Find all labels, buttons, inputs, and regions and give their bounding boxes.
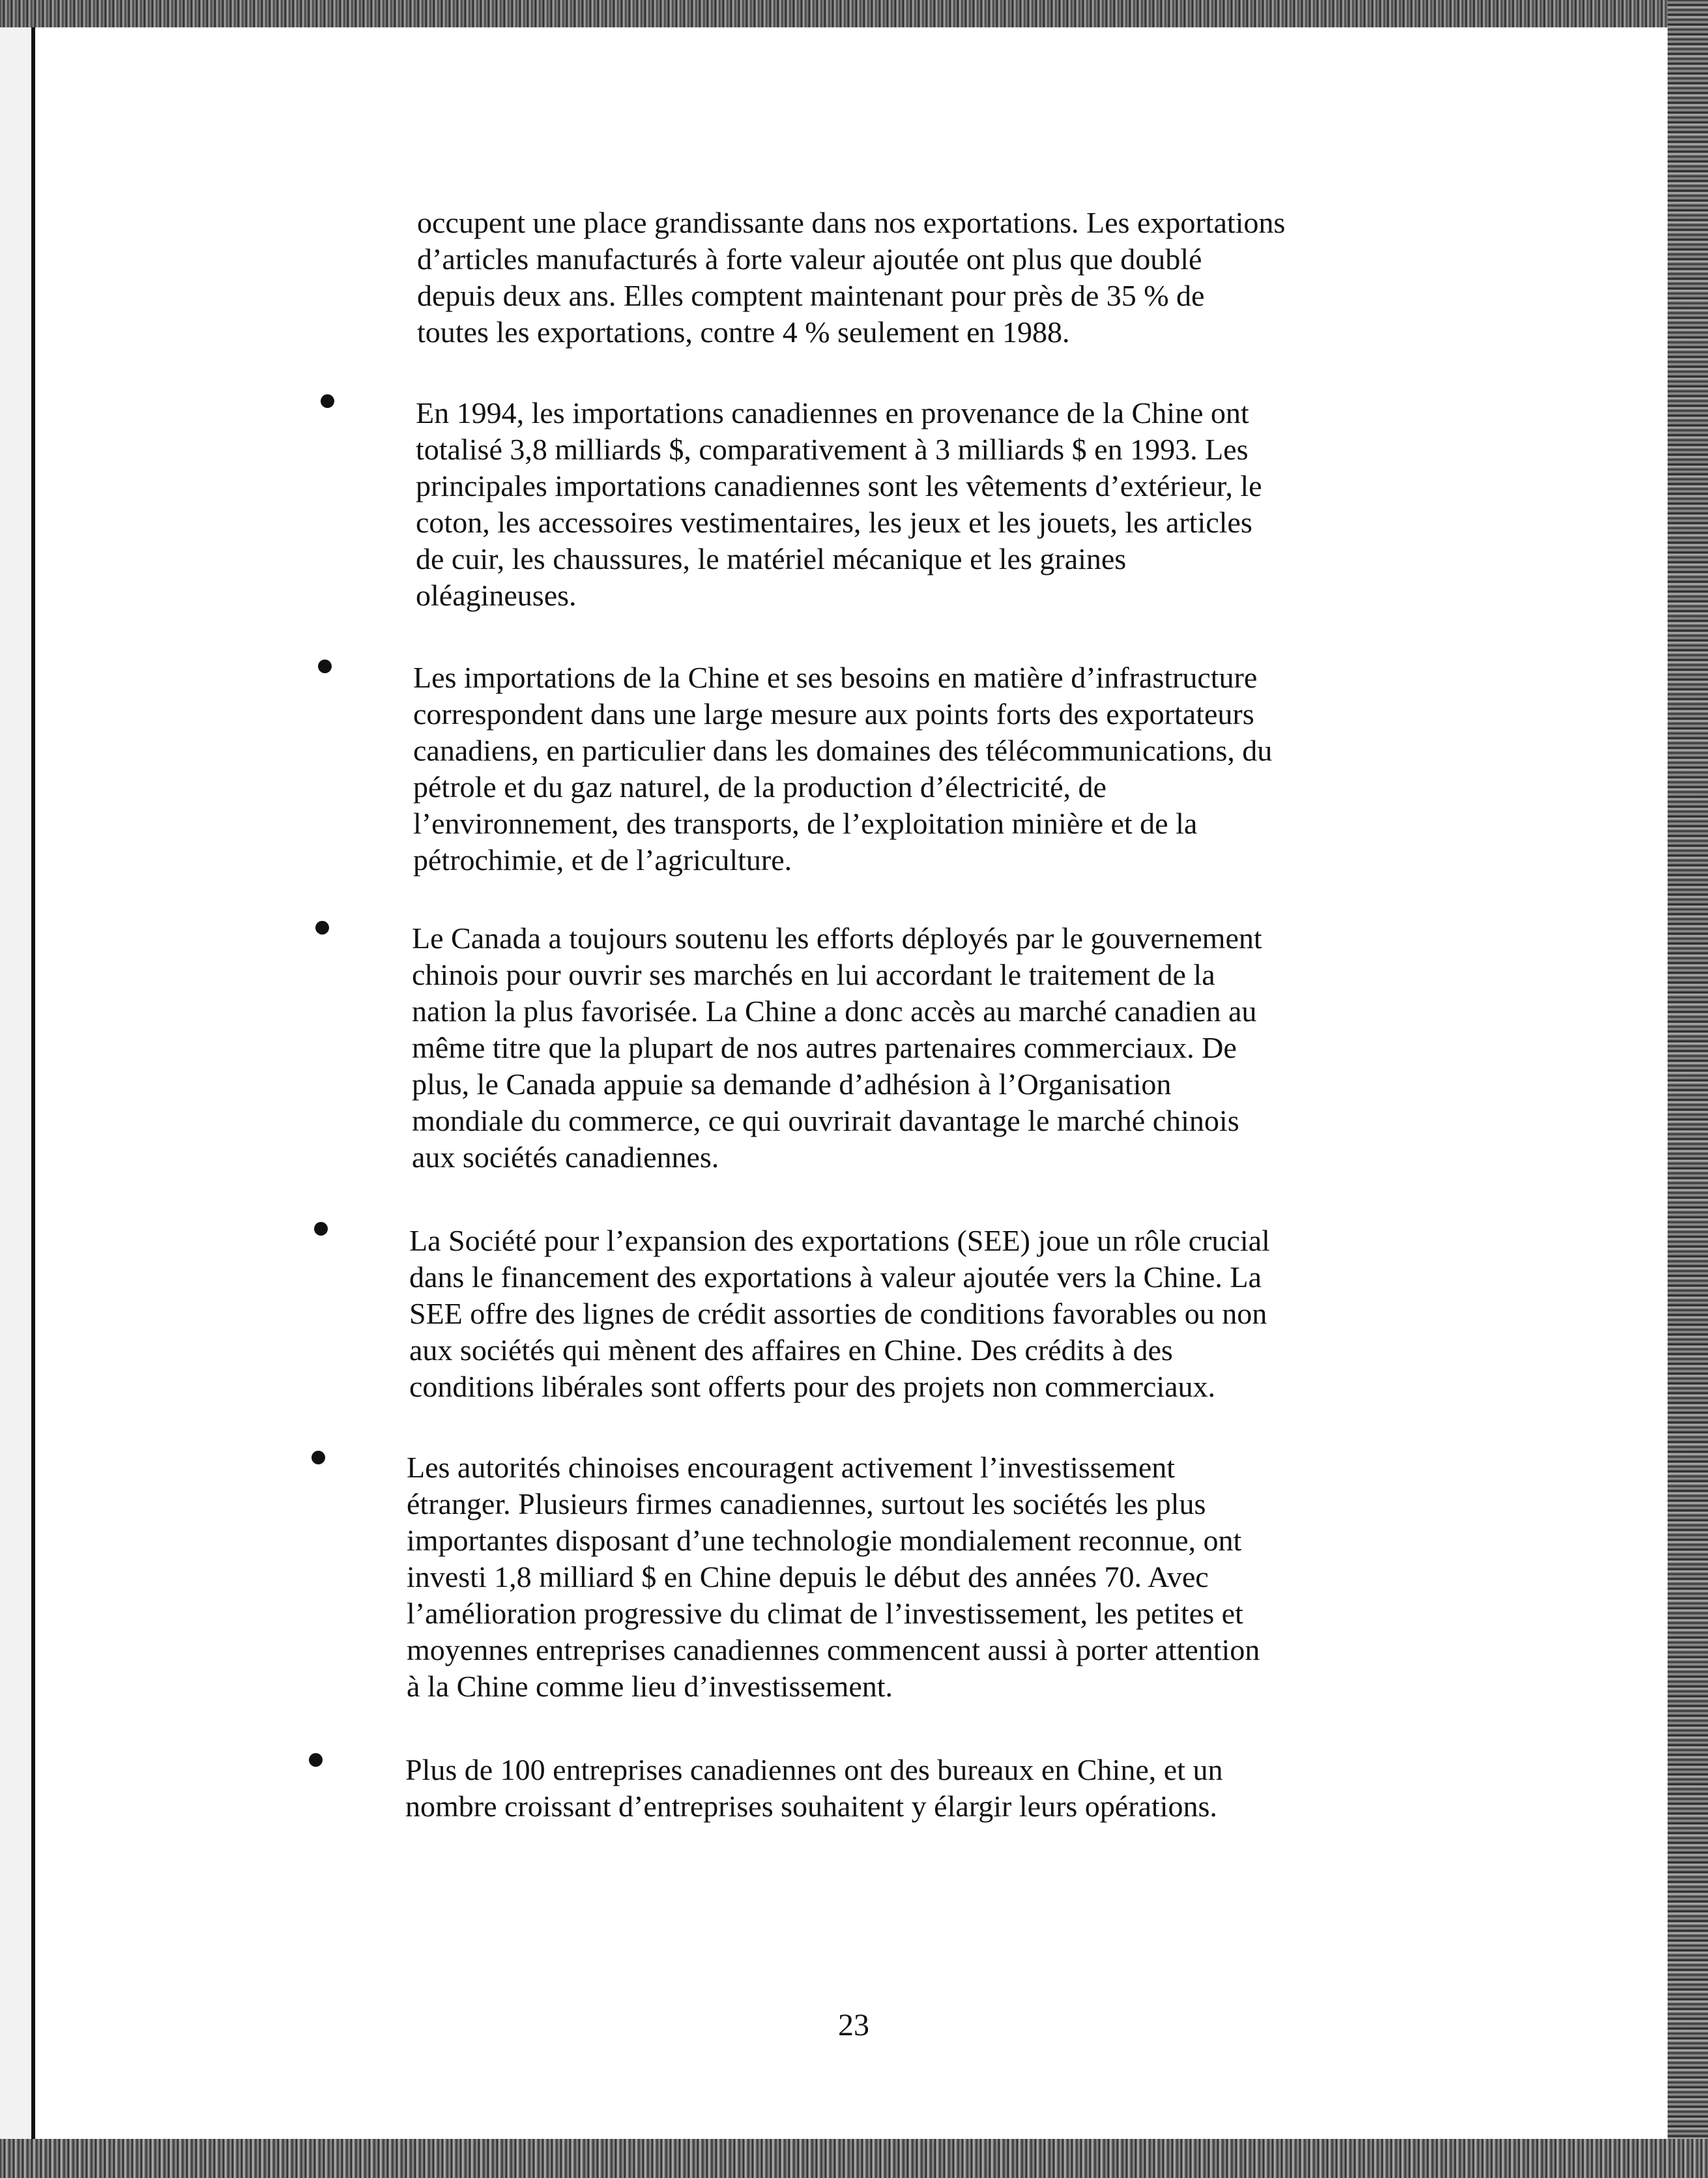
bullet-icon [318, 660, 332, 673]
bullet-icon [309, 1753, 323, 1767]
bullet-icon [321, 394, 334, 408]
bullet-paragraph-infrastructure: Les importations de la Chine et ses besoins en matière d’infrastructure correspondent dans une large mesure aux points forts des exportateurs canadiens, en particulier dans les domaines des télécommunications, du pétrole et du gaz naturel, de la production d’électricité, de l’environnement, des transports, de l’exploitation minière et de la pétrochimie, et de l’agriculture. [413, 661, 1273, 877]
bullet-paragraph-see: La Société pour l’expansion des exportations (SEE) joue un rôle crucial dans le financement des exportations à valeur ajoutée vers la Chine. La SEE offre des lignes de crédit assorties de conditions favorables ou non aux sociétés qui mènent des affaires en Chine. Des crédits à des conditions libérales sont offerts pour des projets non commerciaux. [409, 1224, 1270, 1403]
bullet-paragraph-imports: En 1994, les importations canadiennes en provenance de la Chine ont totalisé 3,8 milliards $, comparativement à 3 milliards $ en 1993. Les principales importations canadiennes sont les vêtements d’extérieur, le coton, les accessoires vestimentaires, les jeux et les jouets, les articles de cuir, les chaussures, le matériel mécanique et les graines oléagineuses. [416, 396, 1262, 612]
bullet-icon [314, 1222, 328, 1236]
bullet-paragraph-trade-policy: Le Canada a toujours soutenu les efforts déployés par le gouvernement chinois pour ouvrir ses marchés en lui accordant le traitement de la nation la plus favorisée. La Chine a donc accès au marché canadien au même titre que la plupart de nos autres partenaires commerciaux. De plus, le Canada appuie sa demande d’adhésion à l’Organisation mondiale du commerce, ce qui ouvrirait davantage le marché chinois aux sociétés canadiennes. [412, 922, 1262, 1174]
bullet-icon [311, 1451, 325, 1464]
intro-paragraph: occupent une place grandissante dans nos exportations. Les exportations d’articles manufacturés à forte valeur ajoutée ont plus que doublé depuis deux ans. Elles comptent maintenant pour près de 35 % de toutes les exportations, contre 4 % seulement en 1988. [417, 206, 1286, 349]
bullet-paragraph-investment: Les autorités chinoises encouragent activement l’investissement étranger. Plusieurs firmes canadiennes, surtout les sociétés les plus importantes disposant d’une technologie mondialement reconnue, ont investi 1,8 milliard $ en Chine depuis le début des années 70. Avec l’amélioration progressive du climat de l’investissement, les petites et moyennes entreprises canadiennes commencent aussi à porter attention à la Chine comme lieu d’investissement. [407, 1451, 1260, 1703]
page-number: 23 [838, 2008, 869, 2042]
bullet-icon [315, 921, 329, 935]
bullet-paragraph-offices: Plus de 100 entreprises canadiennes ont des bureaux en Chine, et un nombre croissant d’entreprises souhaitent y élargir leurs opérations. [405, 1753, 1223, 1823]
